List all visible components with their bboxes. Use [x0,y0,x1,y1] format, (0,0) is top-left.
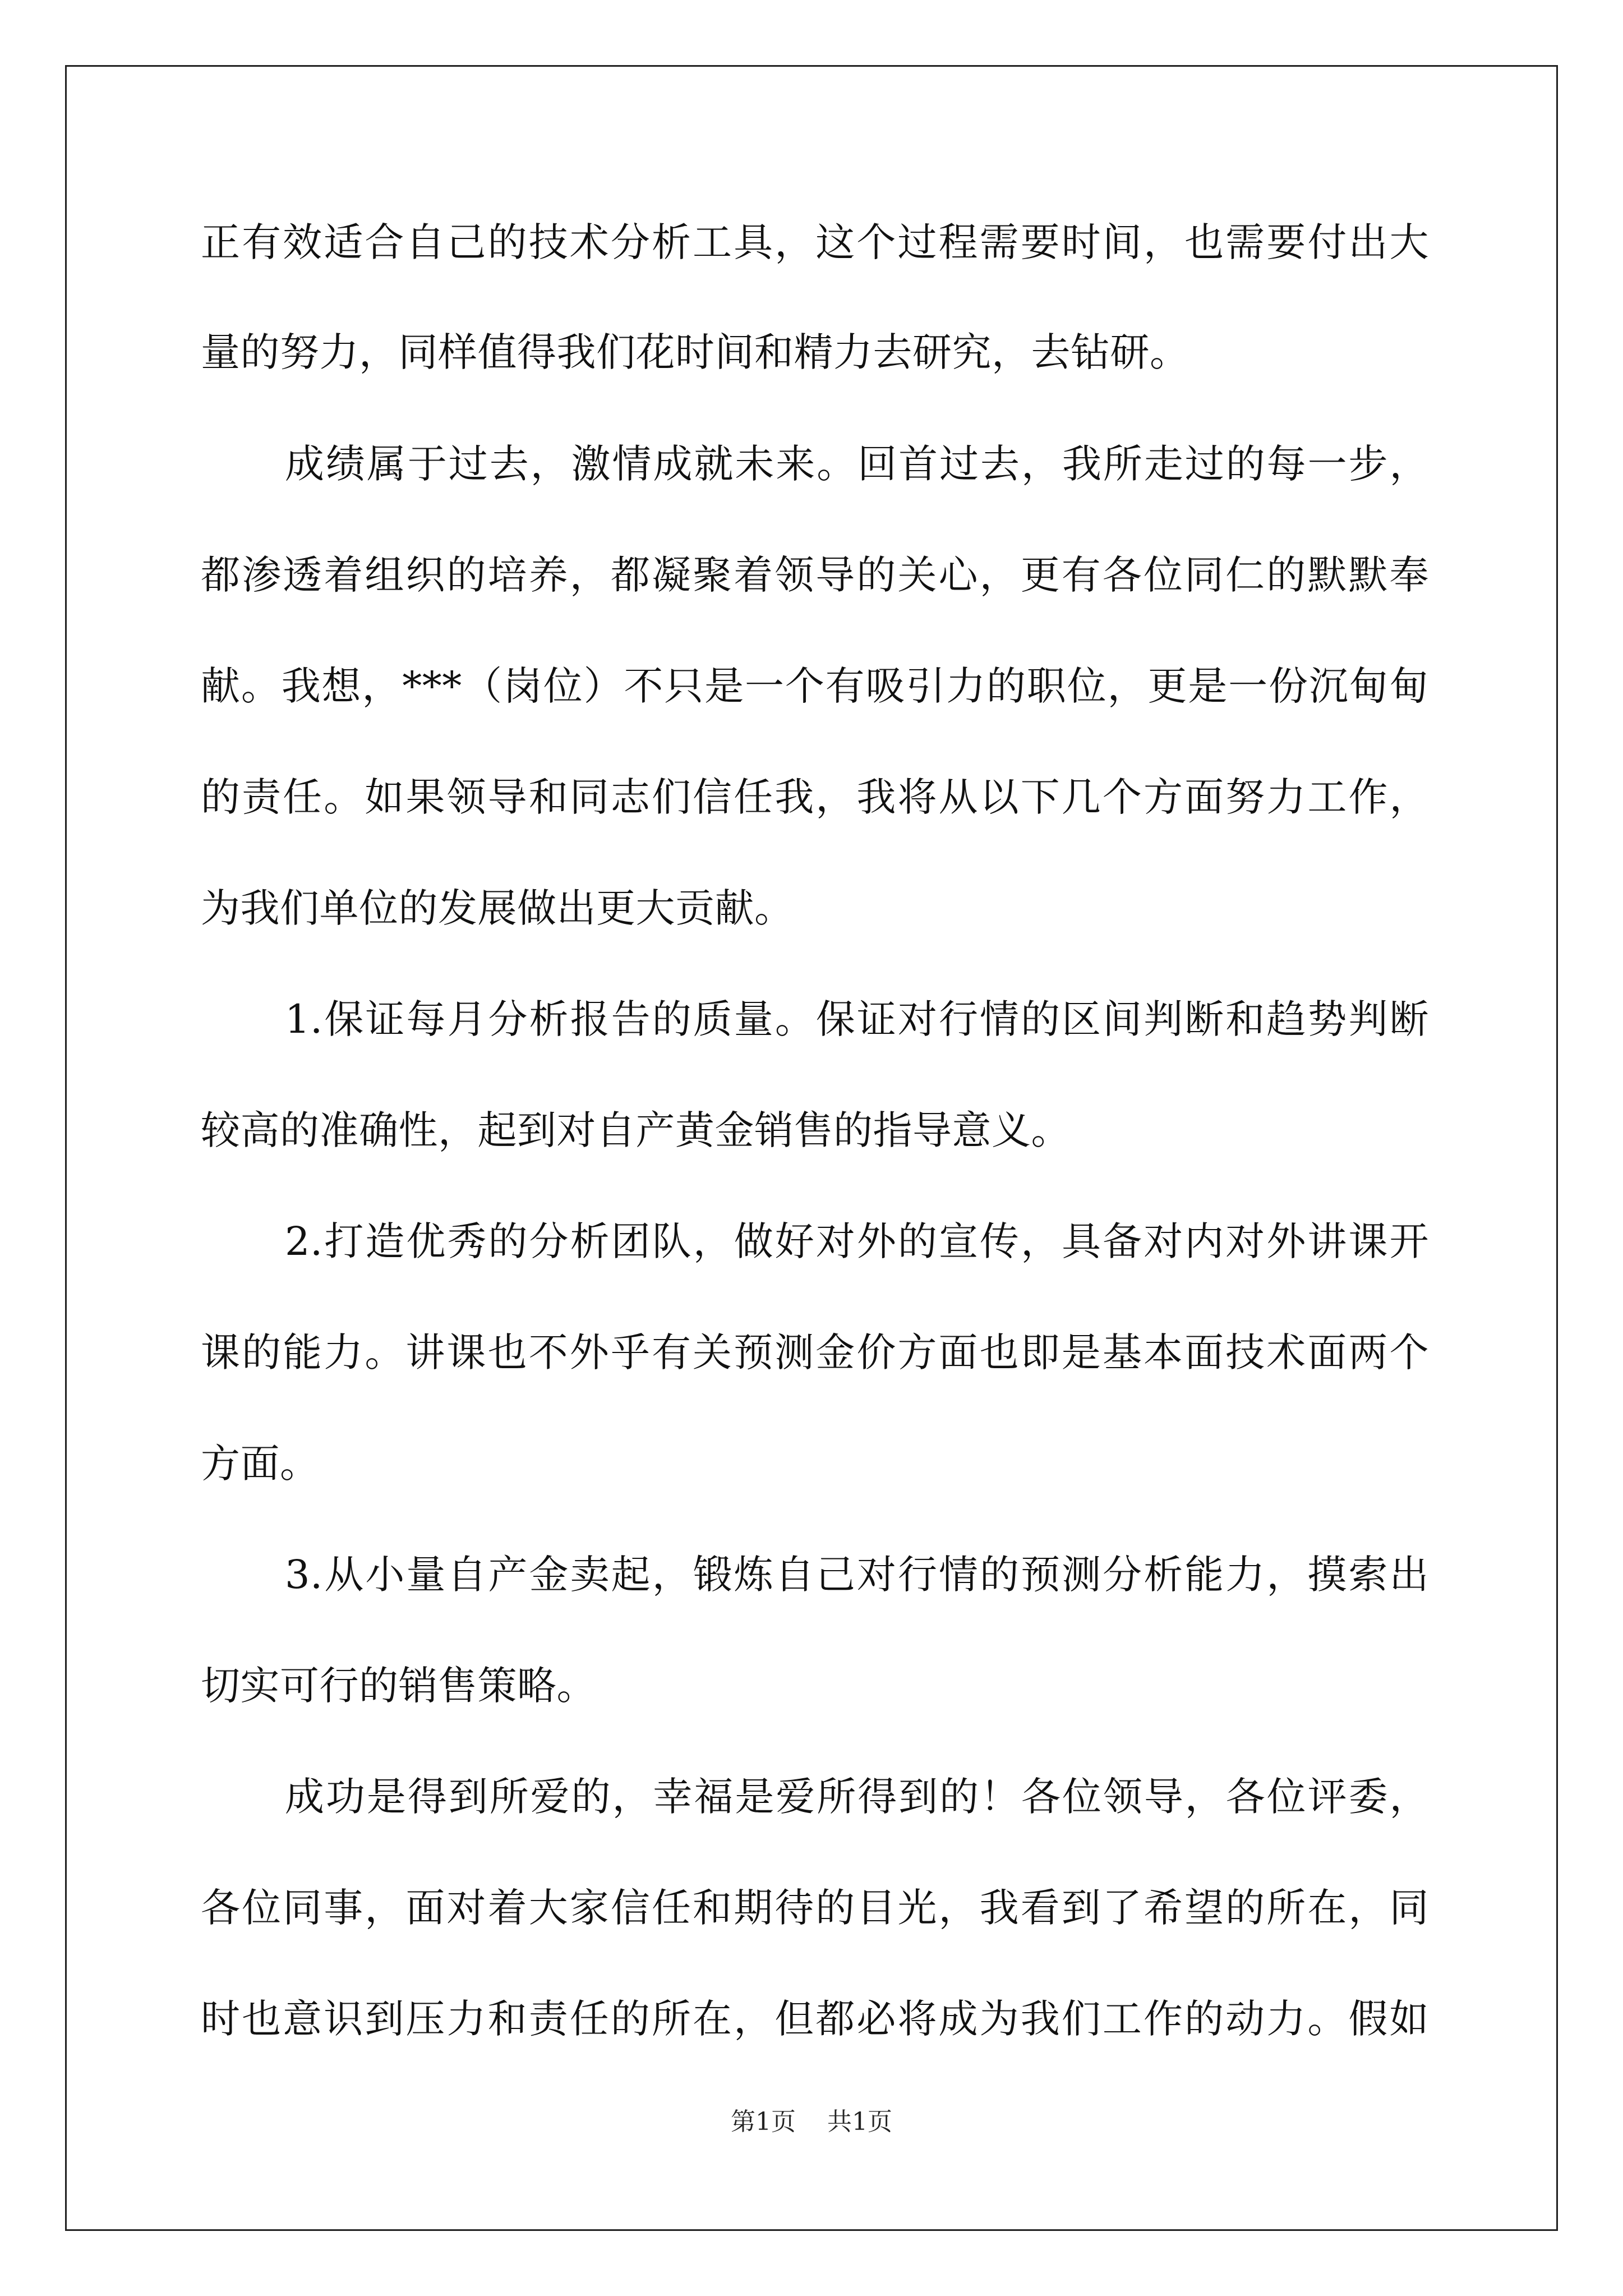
text-line: 3.从小量自产金卖起，锻炼自己对行情的预测分析能力，摸索出 [285,1552,1429,1598]
text-line: 2.打造优秀的分析团队，做好对外的宣传，具备对内对外讲课开 [285,1218,1429,1264]
text-line: 各位同事，面对着大家信任和期待的目光，我看到了希望的所在，同 [201,1885,1429,1931]
text-line: 献。我想，***（岗位）不只是一个有吸引力的职位，更是一份沉甸甸 [201,663,1429,709]
text-line: 为我们单位的发展做出更大贡献。 [201,885,794,931]
text-line: 成功是得到所爱的，幸福是爱所得到的！各位领导，各位评委， [285,1774,1429,1820]
text-line: 成绩属于过去，激情成就未来。回首过去，我所走过的每一步， [285,441,1429,487]
text-line: 方面。 [201,1441,320,1487]
text-line: 较高的准确性，起到对自产黄金销售的指导意义。 [201,1107,1071,1153]
text-line: 量的努力，同样值得我们花时间和精力去研究，去钻研。 [201,329,1189,375]
text-line: 都渗透着组织的培养，都凝聚着领导的关心，更有各位同仁的默默奉 [201,552,1429,598]
page-footer [0,2105,1623,2139]
text-line: 切实可行的销售策略。 [201,1663,596,1709]
text-line: 1.保证每月分析报告的质量。保证对行情的区间判断和趋势判断 [285,996,1429,1042]
text-line: 课的能力。讲课也不外乎有关预测金价方面也即是基本面技术面两个 [201,1329,1429,1375]
text-line: 正有效适合自己的技术分析工具，这个过程需要时间，也需要付出大 [201,219,1429,265]
text-line: 时也意识到压力和责任的所在，但都必将成为我们工作的动力。假如 [201,1996,1429,2042]
text-line: 的责任。如果领导和同志们信任我，我将从以下几个方面努力工作， [201,774,1429,820]
page-total: 共1页 [827,2108,892,2136]
page-number: 第1页 [731,2108,796,2136]
